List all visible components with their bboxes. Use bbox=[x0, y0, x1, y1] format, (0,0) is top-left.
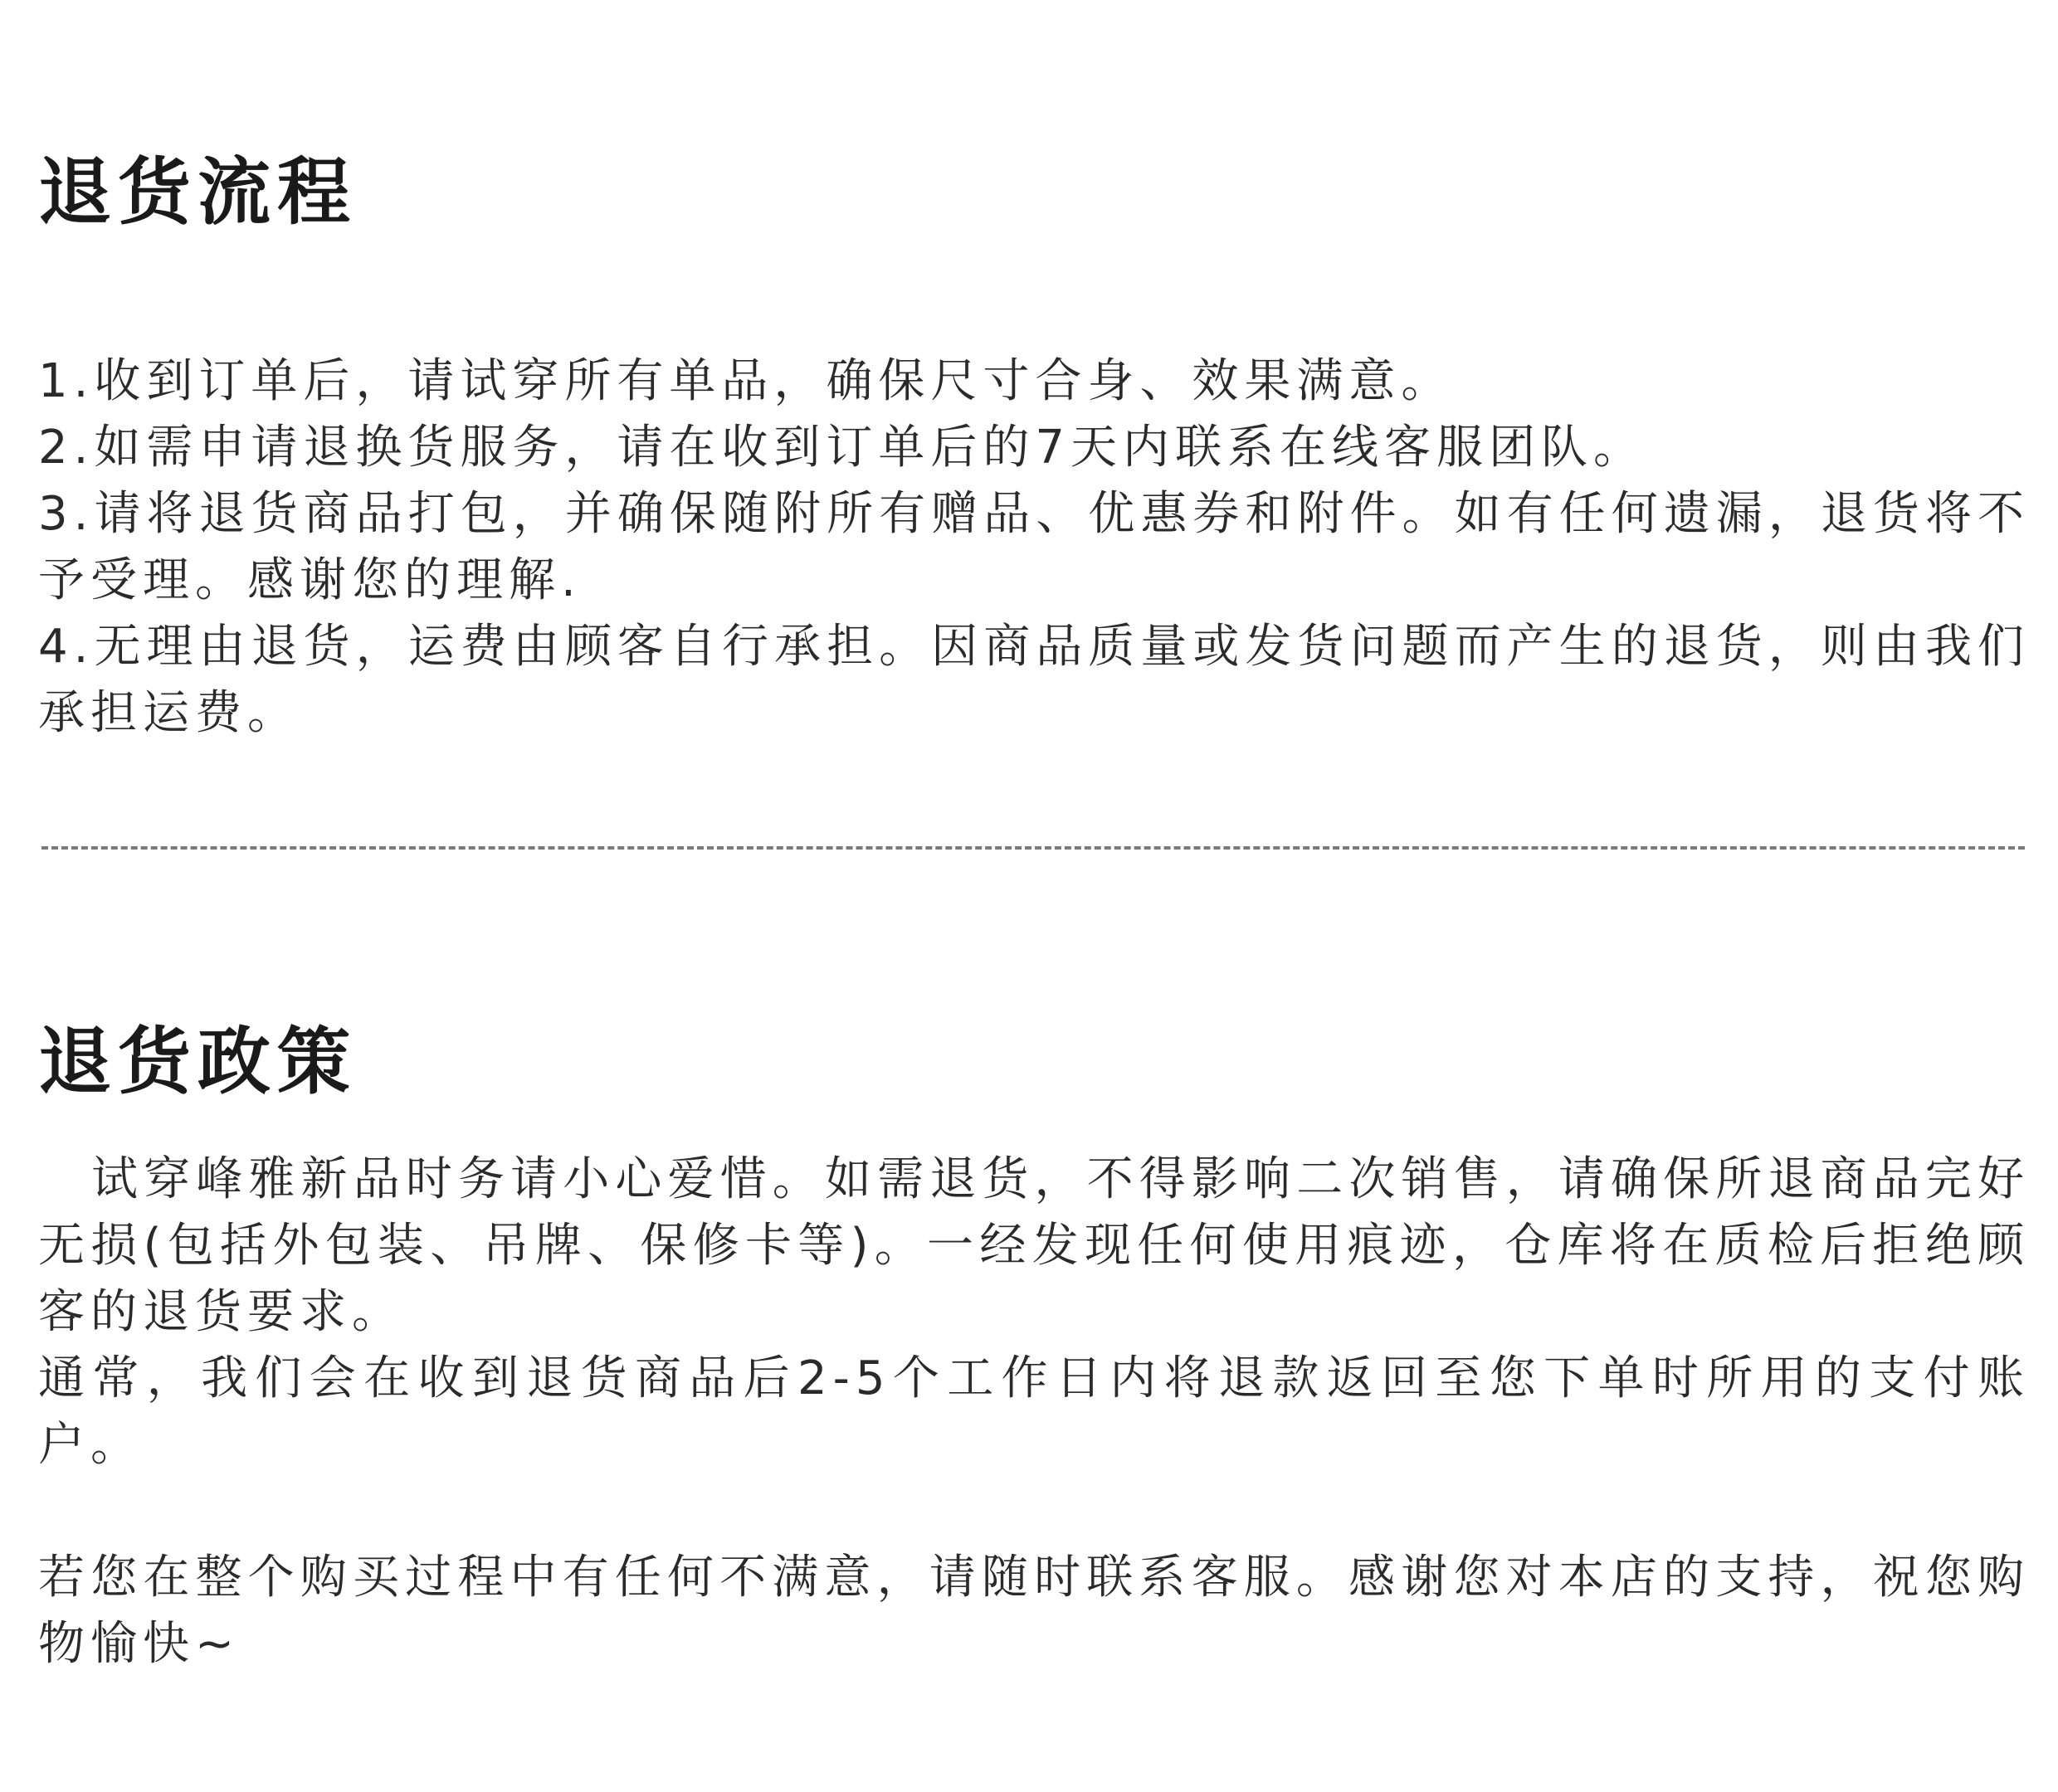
process-step-3: 3.请将退货商品打包，并确保随附所有赠品、优惠券和附件。如有任何遗漏，退货将不予受理。感谢您的理解. bbox=[38, 487, 2030, 607]
return-policy-title: 退货政策 bbox=[38, 1019, 358, 1104]
return-policy-body bbox=[38, 1147, 2030, 1678]
policy-paragraph-closing: 若您在整个购买过程中有任何不满意，请随时联系客服。感谢您对本店的支持，祝您购物愉快~ bbox=[38, 1551, 2030, 1671]
return-process-steps bbox=[38, 348, 2030, 747]
section-divider bbox=[41, 846, 2025, 850]
policy-paragraph-refund: 通常，我们会在收到退货商品后2-5个工作日内将退款返回至您下单时所用的支付账户。 bbox=[38, 1351, 2030, 1472]
policy-paragraph-condition: 试穿峰雅新品时务请小心爱惜。如需退货，不得影响二次销售，请确保所退商品完好无损(包括外包装、吊牌、保修卡等)。一经发现任何使用痕迹，仓库将在质检后拒绝顾客的退货要求。 bbox=[38, 1152, 2030, 1339]
process-step-4: 4.无理由退货，运费由顾客自行承担。因商品质量或发货问题而产生的退货，则由我们承担运费。 bbox=[38, 620, 2030, 740]
process-step-2: 2.如需申请退换货服务，请在收到订单后的7天内联系在线客服团队。 bbox=[38, 421, 1646, 475]
return-process-title: 退货流程 bbox=[38, 149, 358, 235]
process-step-1: 1.收到订单后，请试穿所有单品，确保尺寸合身、效果满意。 bbox=[38, 354, 1454, 408]
